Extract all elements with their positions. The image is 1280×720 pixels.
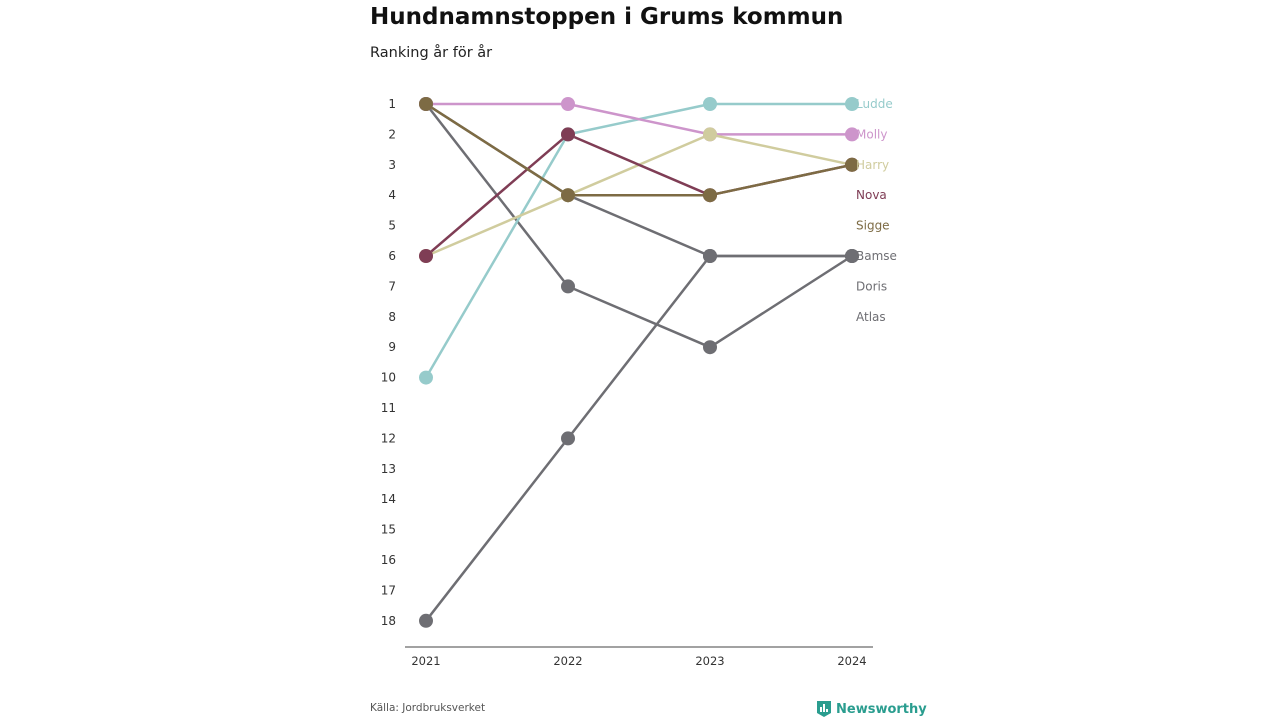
series-label-bamse: Bamse <box>856 249 897 263</box>
data-point-sigge <box>419 97 433 111</box>
series-lines <box>426 104 852 621</box>
x-tick-label: 2021 <box>411 654 441 668</box>
data-point-nova <box>419 249 433 263</box>
series-line-sigge <box>426 104 852 195</box>
y-tick-label: 13 <box>380 461 396 476</box>
y-tick-label: 17 <box>380 583 396 598</box>
data-point-sigge <box>561 188 575 202</box>
data-point-ludde <box>419 371 433 385</box>
chart-bars-icon <box>816 700 832 718</box>
data-point-ludde <box>703 97 717 111</box>
data-point-bamse <box>419 614 433 628</box>
series-label-doris: Doris <box>856 279 888 294</box>
x-tick-label: 2024 <box>837 654 867 668</box>
y-tick-label: 16 <box>380 553 396 567</box>
y-tick-label: 1 <box>388 97 396 111</box>
source-note: Källa: Jordbruksverket <box>370 702 486 714</box>
series-line-molly <box>426 104 852 134</box>
y-tick-label: 6 <box>388 249 396 263</box>
y-tick-label: 11 <box>380 401 396 415</box>
brand-name: Newsworthy <box>836 701 927 717</box>
y-tick-label: 10 <box>380 370 396 385</box>
chart-subtitle: Ranking år för år <box>370 45 493 61</box>
y-tick-label: 2 <box>388 127 396 142</box>
brand-logo <box>816 700 927 718</box>
y-tick-label: 14 <box>380 492 396 507</box>
y-tick-label: 4 <box>388 188 396 203</box>
data-point-bamse <box>561 431 575 445</box>
series-line-bamse <box>426 256 852 621</box>
series-line-doris <box>426 104 852 256</box>
y-tick-label: 18 <box>380 613 396 628</box>
y-tick-label: 3 <box>388 157 396 172</box>
data-point-atlas <box>703 340 717 354</box>
y-tick-label: 7 <box>388 279 396 294</box>
y-tick-label: 12 <box>380 431 396 446</box>
y-tick-label: 8 <box>388 309 396 324</box>
series-label-sigge: Sigge <box>856 218 890 233</box>
x-tick-label: 2022 <box>553 654 583 668</box>
data-point-sigge <box>703 188 717 202</box>
data-point-doris <box>703 249 717 263</box>
data-point-harry <box>703 127 717 141</box>
y-tick-label: 15 <box>380 522 396 537</box>
series-label-ludde: Ludde <box>856 97 893 111</box>
y-tick-label: 5 <box>388 218 396 233</box>
series-labels <box>856 97 897 324</box>
chart-title: Hundnamnstoppen i Grums kommun <box>370 4 844 30</box>
x-tick-label: 2023 <box>695 654 725 668</box>
data-point-molly <box>561 97 575 111</box>
series-label-molly: Molly <box>856 127 888 142</box>
series-label-atlas: Atlas <box>856 309 886 324</box>
y-tick-label: 9 <box>388 340 396 355</box>
data-point-atlas <box>561 279 575 293</box>
series-label-nova: Nova <box>856 188 887 203</box>
series-label-harry: Harry <box>856 157 890 172</box>
data-point-nova <box>561 127 575 141</box>
